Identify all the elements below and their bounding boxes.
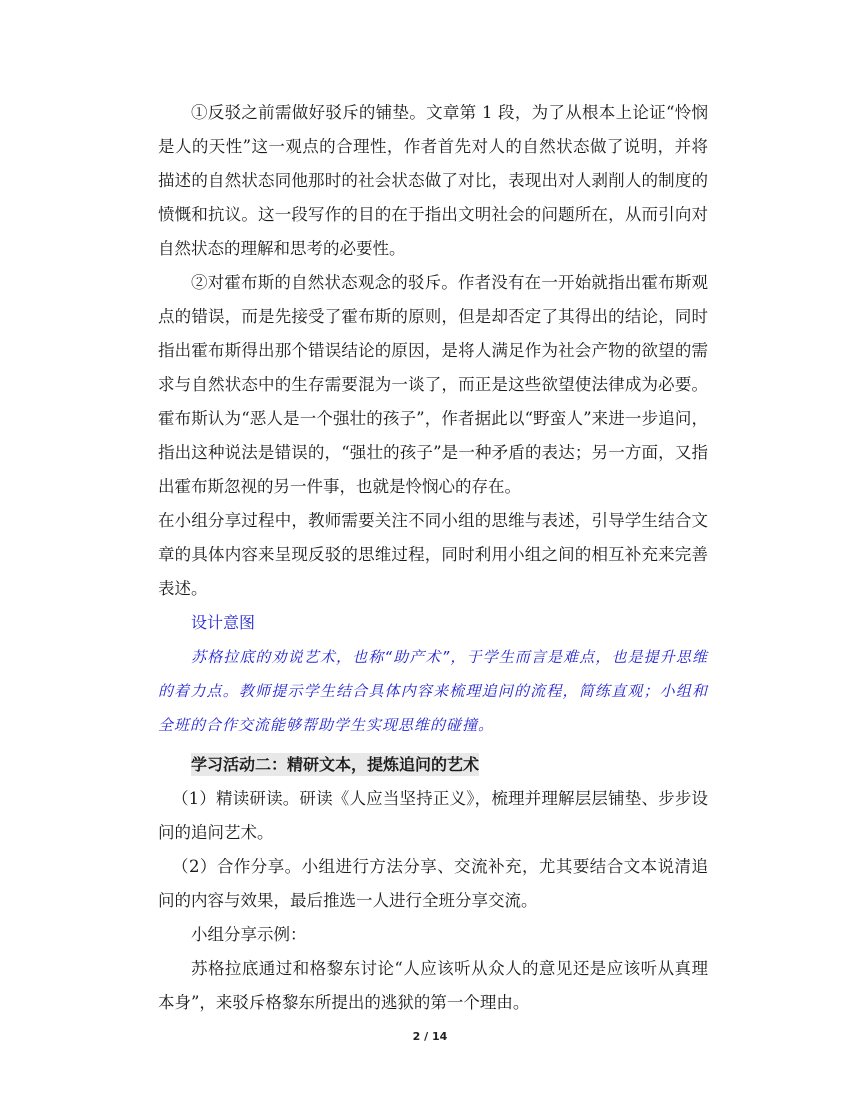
activity-two-heading-text: 学习活动二：精研文本，提炼追问的艺术 bbox=[191, 755, 480, 774]
example-label: 小组分享示例： bbox=[191, 925, 307, 944]
design-intent-title: 设计意图 bbox=[191, 613, 256, 632]
paragraph-hobbes-rebuttal: ②对霍布斯的自然状态观念的驳斥。作者没有在一开始就指出霍布斯观点的错误，而是先接受了霍布斯的原则，但是却否定了其得出的结论，同时指出霍布斯得出那个错误结论的原因，是将人满足作为社会产物的欲望的需求与自然状态中的生存需要混为一谈了，而正是这些欲望使法律成为必要。霍布斯认为“恶人是一个强壮的孩子”，作者据此以“野蛮人”来进一步追问，指出这种说法是错误的，“强壮的孩子”是一种矛盾的表达；另一方面，又指出霍布斯忽视的另一件事，也就是怜悯心的存在。 bbox=[158, 273, 708, 496]
paragraph-group-sharing: 在小组分享过程中，教师需要关注不同小组的思维与表述，引导学生结合文章的具体内容来呈现反驳的思维过程，同时利用小组之间的相互补充来完善表述。 bbox=[158, 511, 708, 598]
activity-item-cooperative-sharing: （2）合作分享。小组进行方法分享、交流补充，尤其要结合文本说清追问的内容与效果，最后推选一人进行全班分享交流。 bbox=[158, 857, 708, 910]
page-number: 2 / 14 bbox=[412, 1030, 448, 1043]
design-intent-body: 苏格拉底的劝说艺术，也称“助产术”，于学生而言是难点，也是提升思维的着力点。教师提示学生结合具体内容来梳理追问的流程，简练直观；小组和全班的合作交流能够帮助学生实现思维的碰撞。 bbox=[158, 648, 708, 734]
paragraph-rebuttal-groundwork: ①反驳之前需做好驳斥的铺垫。文章第 1 段，为了从根本上论证“怜悯是人的天性”这一观点的合理性，作者首先对人的自然状态做了说明，并将描述的自然状态同他那时的社会状态做了对比，表现出对人剥削人的制度的愤慨和抗议。这一段写作的目的在于指出文明社会的问题所在，从而引向对自然状态的理解和思考的必要性。 bbox=[158, 103, 708, 258]
activity-two-heading bbox=[158, 748, 708, 782]
activity-item-close-reading: （1）精读研读。研读《人应当坚持正义》，梳理并理解层层铺垫、步步设问的追问艺术。 bbox=[158, 789, 708, 842]
document-page bbox=[158, 96, 708, 1020]
example-text: 苏格拉底通过和格黎东讨论“人应该听从众人的意见还是应该听从真理本身”，来驳斥格黎东所提出的逃狱的第一个理由。 bbox=[158, 959, 708, 1012]
